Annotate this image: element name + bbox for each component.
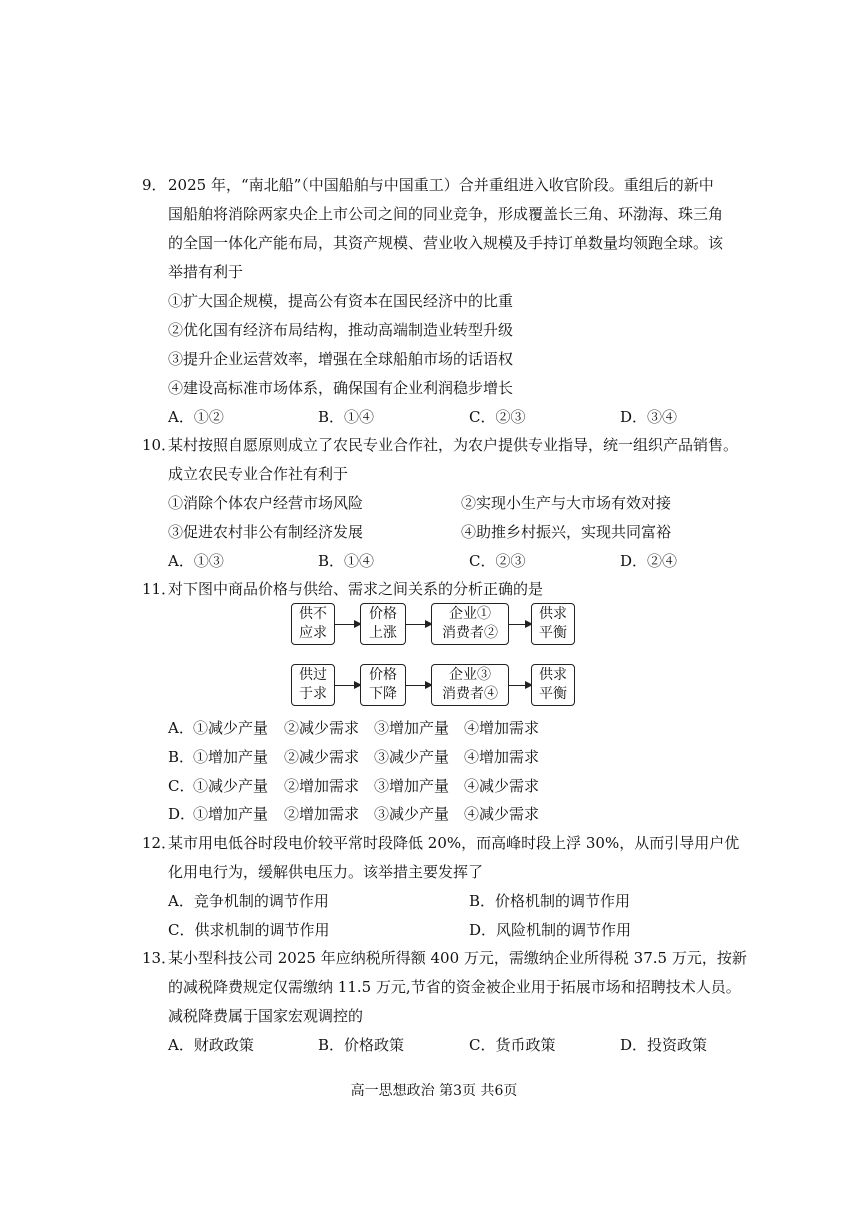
flow-box-price-rise <box>360 603 406 645</box>
option-item: ①减少产量 <box>193 719 269 737</box>
option-item: ③减少产量 <box>374 748 450 766</box>
flow-box-text: 企业③ <box>449 667 491 683</box>
question-text-line: 的减税降费规定仅需缴纳 11.5 万元,节省的资金被企业用于拓展市场和招聘技术人员。 <box>168 978 741 996</box>
flow-box-supply-surplus <box>291 664 335 706</box>
option-item: ②减少需求 <box>284 748 360 766</box>
flow-box-equilibrium <box>531 603 575 645</box>
statement-3: ③促进农村非公有制经济发展 <box>168 523 364 541</box>
flow-box-text: 消费者④ <box>442 686 498 702</box>
flow-box-text: 下降 <box>369 686 397 702</box>
option-item: ①增加产量 <box>193 748 269 766</box>
question-text-line: 2025 年，“南北船”（中国船舶与中国重工）合并重组进入收官阶段。重组后的新中 <box>168 176 714 194</box>
flow-box-text: 企业① <box>449 606 491 622</box>
question-text-line: 减税降费属于国家宏观调控的 <box>168 1007 364 1025</box>
flow-box-equilibrium <box>531 664 575 706</box>
flow-box-price-fall <box>360 664 406 706</box>
option-item: ①增加产量 <box>193 805 269 823</box>
question-text-line: 的全国一体化产能布局，其资产规模、营业收入规模及手持订单数量均领跑全球。该 <box>168 234 724 252</box>
option-c[interactable]: C．供求机制的调节作用 <box>168 921 330 939</box>
statement-3: ③提升企业运营效率，增强在全球船舶市场的话语权 <box>168 350 514 368</box>
question-number: 13． <box>142 949 177 967</box>
question-number: 12． <box>142 834 177 852</box>
option-item: ④减少需求 <box>464 777 540 795</box>
arrow-right-icon <box>335 685 360 686</box>
question-text-line: 成立农民专业合作社有利于 <box>168 465 349 483</box>
option-a[interactable]: A．竞争机制的调节作用 <box>168 892 329 910</box>
option-letter: A． <box>168 719 194 737</box>
option-b[interactable]: B．价格政策 <box>318 1036 405 1054</box>
statement-4: ④助推乡村振兴，实现共同富裕 <box>461 523 672 541</box>
option-a[interactable]: A．财政政策 <box>168 1036 254 1054</box>
flow-box-enterprise-consumer <box>431 603 509 645</box>
flow-box-text: 供求 <box>539 667 567 683</box>
option-item: ②增加需求 <box>284 777 360 795</box>
question-number: 11． <box>142 580 177 598</box>
question-text-line: 某村按照自愿原则成立了农民专业合作社，为农户提供专业指导，统一组织产品销售。 <box>168 436 739 454</box>
option-item: ④增加需求 <box>464 719 540 737</box>
option-item: ②减少需求 <box>284 719 360 737</box>
flow-box-text: 供不 <box>299 606 327 622</box>
flow-box-enterprise-consumer <box>431 664 509 706</box>
option-item: ③增加产量 <box>374 777 450 795</box>
option-item: ④减少需求 <box>464 805 540 823</box>
option-letter: C． <box>168 777 195 795</box>
flow-box-text: 应求 <box>299 625 327 641</box>
question-text-line: 某小型科技公司 2025 年应纳税所得额 400 万元，需缴纳企业所得税 37.5 万元，按新 <box>168 949 747 967</box>
arrow-right-icon <box>406 624 431 625</box>
option-item: ④增加需求 <box>464 748 540 766</box>
option-item: ③增加产量 <box>374 719 450 737</box>
option-c[interactable]: C．②③ <box>469 408 526 426</box>
question-text-line: 化用电行为，缓解供电压力。该举措主要发挥了 <box>168 863 484 881</box>
option-item: ③减少产量 <box>374 805 450 823</box>
statement-2: ②优化国有经济布局结构，推动高端制造业转型升级 <box>168 321 514 339</box>
option-item: ①减少产量 <box>193 777 269 795</box>
flow-box-supply-shortage <box>291 603 335 645</box>
question-text-line: 对下图中商品价格与供给、需求之间关系的分析正确的是 <box>168 580 544 598</box>
arrow-right-icon <box>406 685 431 686</box>
flow-box-text: 价格 <box>369 606 397 622</box>
flow-box-text: 于求 <box>299 686 327 702</box>
option-b[interactable]: B．①④ <box>318 552 375 570</box>
option-item: ②增加需求 <box>284 805 360 823</box>
option-letter: B． <box>168 748 195 766</box>
question-number: 10． <box>142 436 177 454</box>
option-c[interactable]: C．②③ <box>469 552 526 570</box>
option-c[interactable]: C．货币政策 <box>469 1036 556 1054</box>
arrow-right-icon <box>509 685 531 686</box>
option-b[interactable]: B．价格机制的调节作用 <box>469 892 631 910</box>
flow-box-text: 价格 <box>369 667 397 683</box>
arrow-right-icon <box>335 624 360 625</box>
option-d[interactable]: D．③④ <box>620 408 678 426</box>
flow-box-text: 消费者② <box>442 625 498 641</box>
flow-box-text: 供求 <box>539 606 567 622</box>
statement-2: ②实现小生产与大市场有效对接 <box>461 494 672 512</box>
page-footer: 高一思想政治 第3页 共6页 <box>350 1083 518 1099</box>
question-text-line: 国船舶将消除两家央企上市公司之间的同业竞争，形成覆盖长三角、环渤海、珠三角 <box>168 205 724 223</box>
option-letter: D． <box>168 805 196 823</box>
question-text-line: 举措有利于 <box>168 263 244 281</box>
flow-box-text: 平衡 <box>539 625 567 641</box>
statement-1: ①消除个体农户经营市场风险 <box>168 494 364 512</box>
option-d[interactable]: D．风险机制的调节作用 <box>469 921 632 939</box>
option-d[interactable]: D．②④ <box>620 552 678 570</box>
flow-box-text: 上涨 <box>369 625 397 641</box>
option-a[interactable]: A．①③ <box>168 552 224 570</box>
option-a[interactable]: A．①② <box>168 408 224 426</box>
option-d[interactable]: D．投资政策 <box>620 1036 708 1054</box>
statement-4: ④建设高标准市场体系，确保国有企业利润稳步增长 <box>168 379 514 397</box>
question-text-line: 某市用电低谷时段电价较平常时段降低 20%，而高峰时段上浮 30%，从而引导用户优 <box>168 834 740 852</box>
arrow-right-icon <box>509 624 531 625</box>
flow-box-text: 供过 <box>299 667 327 683</box>
option-b[interactable]: B．①④ <box>318 408 375 426</box>
question-number: 9． <box>142 176 167 194</box>
flow-box-text: 平衡 <box>539 686 567 702</box>
statement-1: ①扩大国企规模，提高公有资本在国民经济中的比重 <box>168 292 514 310</box>
